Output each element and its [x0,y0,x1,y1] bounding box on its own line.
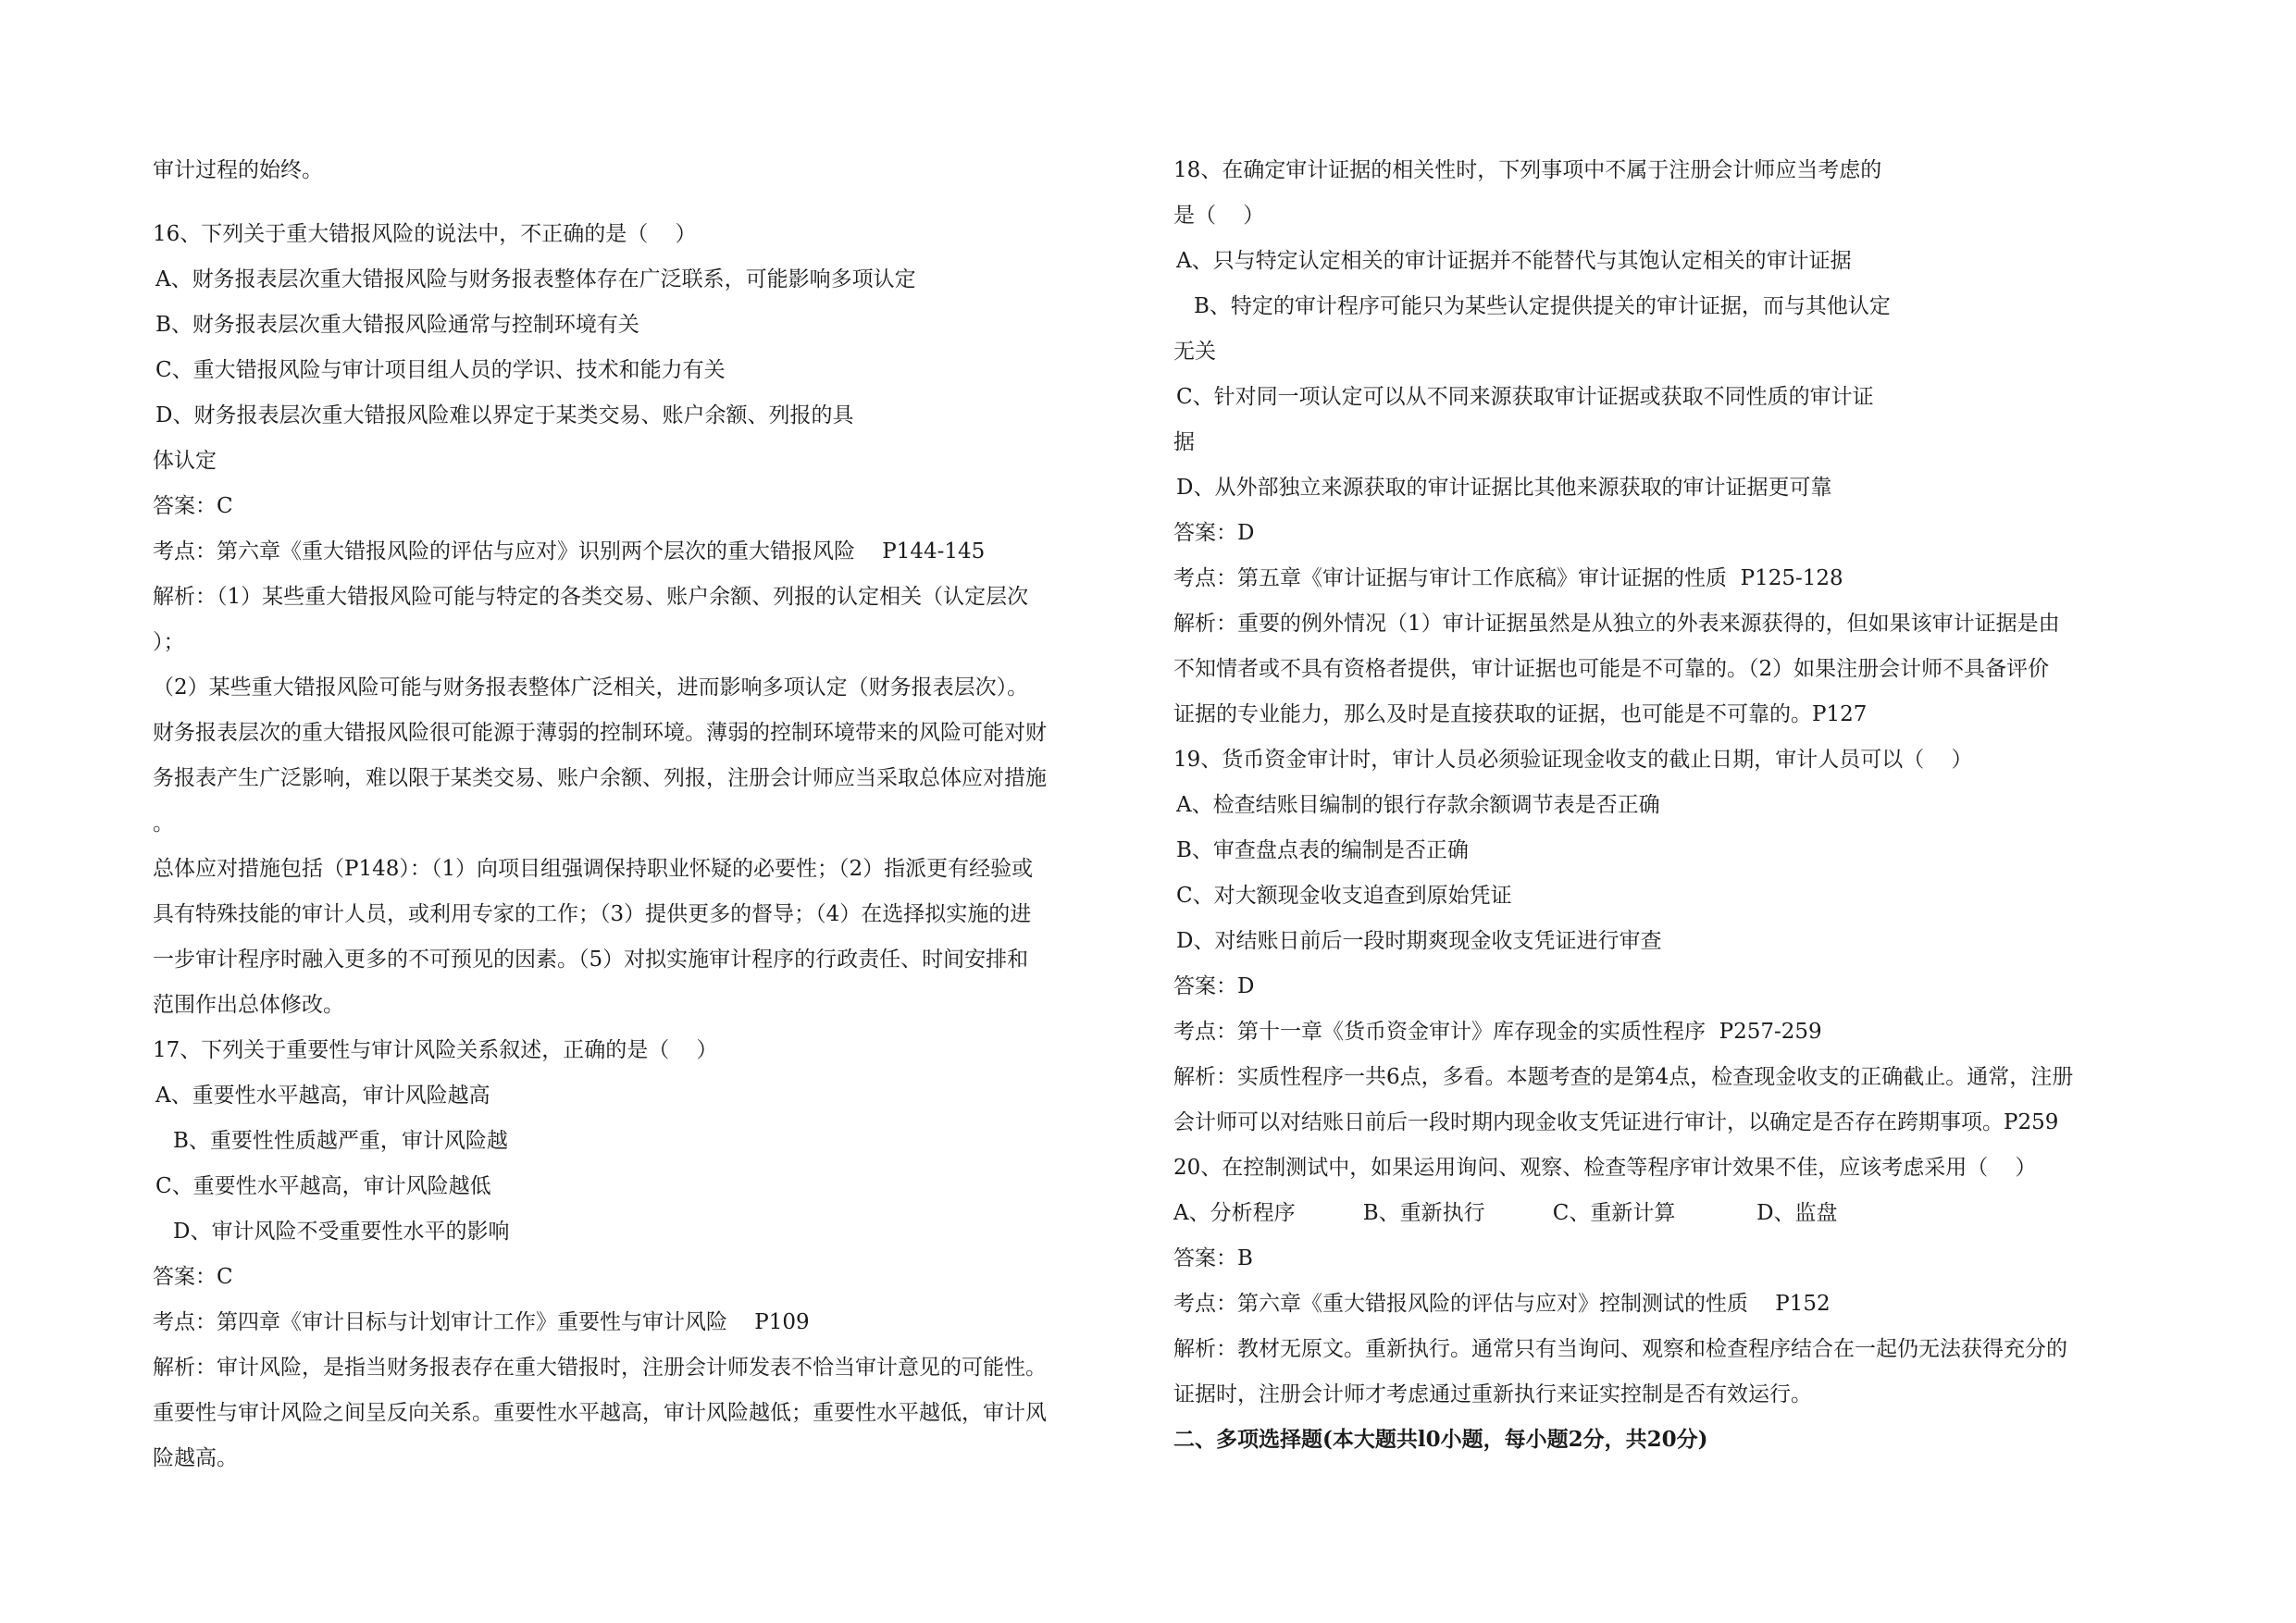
text-line: 不知情者或不具有资格者提供，审计证据也可能是不可靠的。（2）如果注册会计师不具备评价 [1173,657,2050,681]
text-line: C、重要性水平越高，审计风险越低 [155,1174,491,1198]
text-line: 。 [153,812,174,836]
text-line: 考点：第四章《审计目标与计划审计工作》重要性与审计风险 P109 [153,1310,810,1334]
section-heading: 二、多项选择题(本大题共l0小题，每小题2分，共20分) [1173,1427,1708,1452]
text-line: 范围作出总体修改。 [153,993,344,1017]
text-line: 解析：重要的例外情况（1）审计证据虽然是从独立的外表来源获得的，但如果该审计证据是由 [1173,612,2060,636]
text-line: D、对结账日前后一段时期爽现金收支凭证进行审查 [1176,929,1662,953]
text-line: D、财务报表层次重大错报风险难以界定于某类交易、账户余额、列报的具 [155,403,854,427]
text-line: 会计师可以对结账日前后一段时期内现金收支凭证进行审计，以确定是否存在跨期事项。P259 [1173,1110,2059,1134]
text-line: ）； [153,630,185,654]
text-line: A、重要性水平越高，审计风险越高 [155,1084,490,1108]
text-line: C、针对同一项认定可以从不同来源获取审计证据或获取不同性质的审计证 [1176,385,1874,409]
text-line: 考点：第六章《重大错报风险的评估与应对》控制测试的性质 P152 [1173,1292,1831,1316]
text-line: A、检查结账目编制的银行存款余额调节表是否正确 [1176,793,1660,817]
text-line: 19、货币资金审计时，审计人员必须验证现金收支的截止日期，审计人员可以（ ） [1173,748,1973,772]
text-line: B、财务报表层次重大错报风险通常与控制环境有关 [155,313,639,337]
text-line: 务报表产生广泛影响，难以限于某类交易、账户余额、列报，注册会计师应当采取总体应对措施 [153,766,1047,790]
text-line: 总体应对措施包括（P148）：（1）向项目组强调保持职业怀疑的必要性；（2）指派更有经验或 [153,857,1034,881]
text-line: A、只与特定认定相关的审计证据并不能替代与其饱认定相关的审计证据 [1176,249,1852,273]
text-line: D、从外部独立来源获取的审计证据比其他来源获取的审计证据更可靠 [1176,476,1832,500]
text-line: 考点：第五章《审计证据与审计工作底稿》审计证据的性质 P125-128 [1173,566,1843,590]
text-line: 险越高。 [153,1446,238,1470]
text-line: 考点：第六章《重大错报风险的评估与应对》识别两个层次的重大错报风险 P144-145 [153,539,986,564]
text-line: （2）某些重大错报风险可能与财务报表整体广泛相关，进而影响多项认定（财务报表层次）。 [153,675,1029,700]
text-line: 解析：实质性程序一共6点，多看。本题考查的是第4点，检查现金收支的正确截止。通常，注册 [1173,1065,2074,1089]
text-line: 财务报表层次的重大错报风险很可能源于薄弱的控制环境。薄弱的控制环境带来的风险可能对财 [153,721,1047,745]
text-line: B、特定的审计程序可能只为某些认定提供提关的审计证据，而与其他认定 [1194,294,1891,318]
text-line: 18、在确定审计证据的相关性时，下列事项中不属于注册会计师应当考虑的 [1173,158,1882,182]
text-line: A、分析程序 B、重新执行 C、重新计算 D、监盘 [1173,1201,1838,1225]
text-line: 考点：第十一章《货币资金审计》库存现金的实质性程序 P257-259 [1173,1020,1822,1044]
text-line: 答案：D [1173,521,1255,545]
text-line: 答案：C [153,1265,233,1289]
text-line: 证据的专业能力，那么及时是直接获取的证据，也可能是不可靠的。P127 [1173,702,1868,726]
text-line: B、重要性性质越严重，审计风险越 [173,1129,508,1153]
text-line: 答案：D [1173,974,1255,998]
text-line: 证据时，注册会计师才考虑通过重新执行来证实控制是否有效运行。 [1173,1382,1812,1406]
text-line: C、重大错报风险与审计项目组人员的学识、技术和能力有关 [155,358,726,382]
text-line: 16、下列关于重大错报风险的说法中，不正确的是（ ） [153,222,697,246]
text-line: D、审计风险不受重要性水平的影响 [173,1220,510,1244]
text-line: 重要性与审计风险之间呈反向关系。重要性水平越高，审计风险越低；重要性水平越低，审计风 [153,1401,1047,1425]
text-line: 解析：审计风险，是指当财务报表存在重大错报时，注册会计师发表不恰当审计意见的可能性。 [153,1356,1047,1380]
text-line: B、审查盘点表的编制是否正确 [1176,838,1469,862]
text-line: A、财务报表层次重大错报风险与财务报表整体存在广泛联系，可能影响多项认定 [155,267,916,291]
text-line: 答案：C [153,494,233,518]
text-line: 解析：（1）某些重大错报风险可能与特定的各类交易、账户余额、列报的认定相关（认定层次 [153,585,1029,609]
text-line: 答案：B [1173,1246,1253,1270]
text-line: 一步审计程序时融入更多的不可预见的因素。（5）对拟实施审计程序的行政责任、时间安排和 [153,948,1029,972]
text-line: 审计过程的始终。 [153,158,323,182]
text-line: 据 [1173,430,1195,454]
text-line: 是（ ） [1173,204,1265,228]
text-line: 无关 [1173,340,1216,364]
text-line: 解析：教材无原文。重新执行。通常只有当询问、观察和检查程序结合在一起仍无法获得充分的 [1173,1337,2067,1361]
text-line: 体认定 [153,449,217,473]
text-line: 17、下列关于重要性与审计风险关系叙述，正确的是（ ） [153,1038,718,1062]
text-line: 20、在控制测试中，如果运用询问、观察、检查等程序审计效果不佳，应该考虑采用（ ） [1173,1156,2037,1180]
text-line: C、对大额现金收支追查到原始凭证 [1176,884,1512,908]
text-line: 具有特殊技能的审计人员，或利用专家的工作；（3）提供更多的督导；（4）在选择拟实施的进 [153,902,1032,926]
